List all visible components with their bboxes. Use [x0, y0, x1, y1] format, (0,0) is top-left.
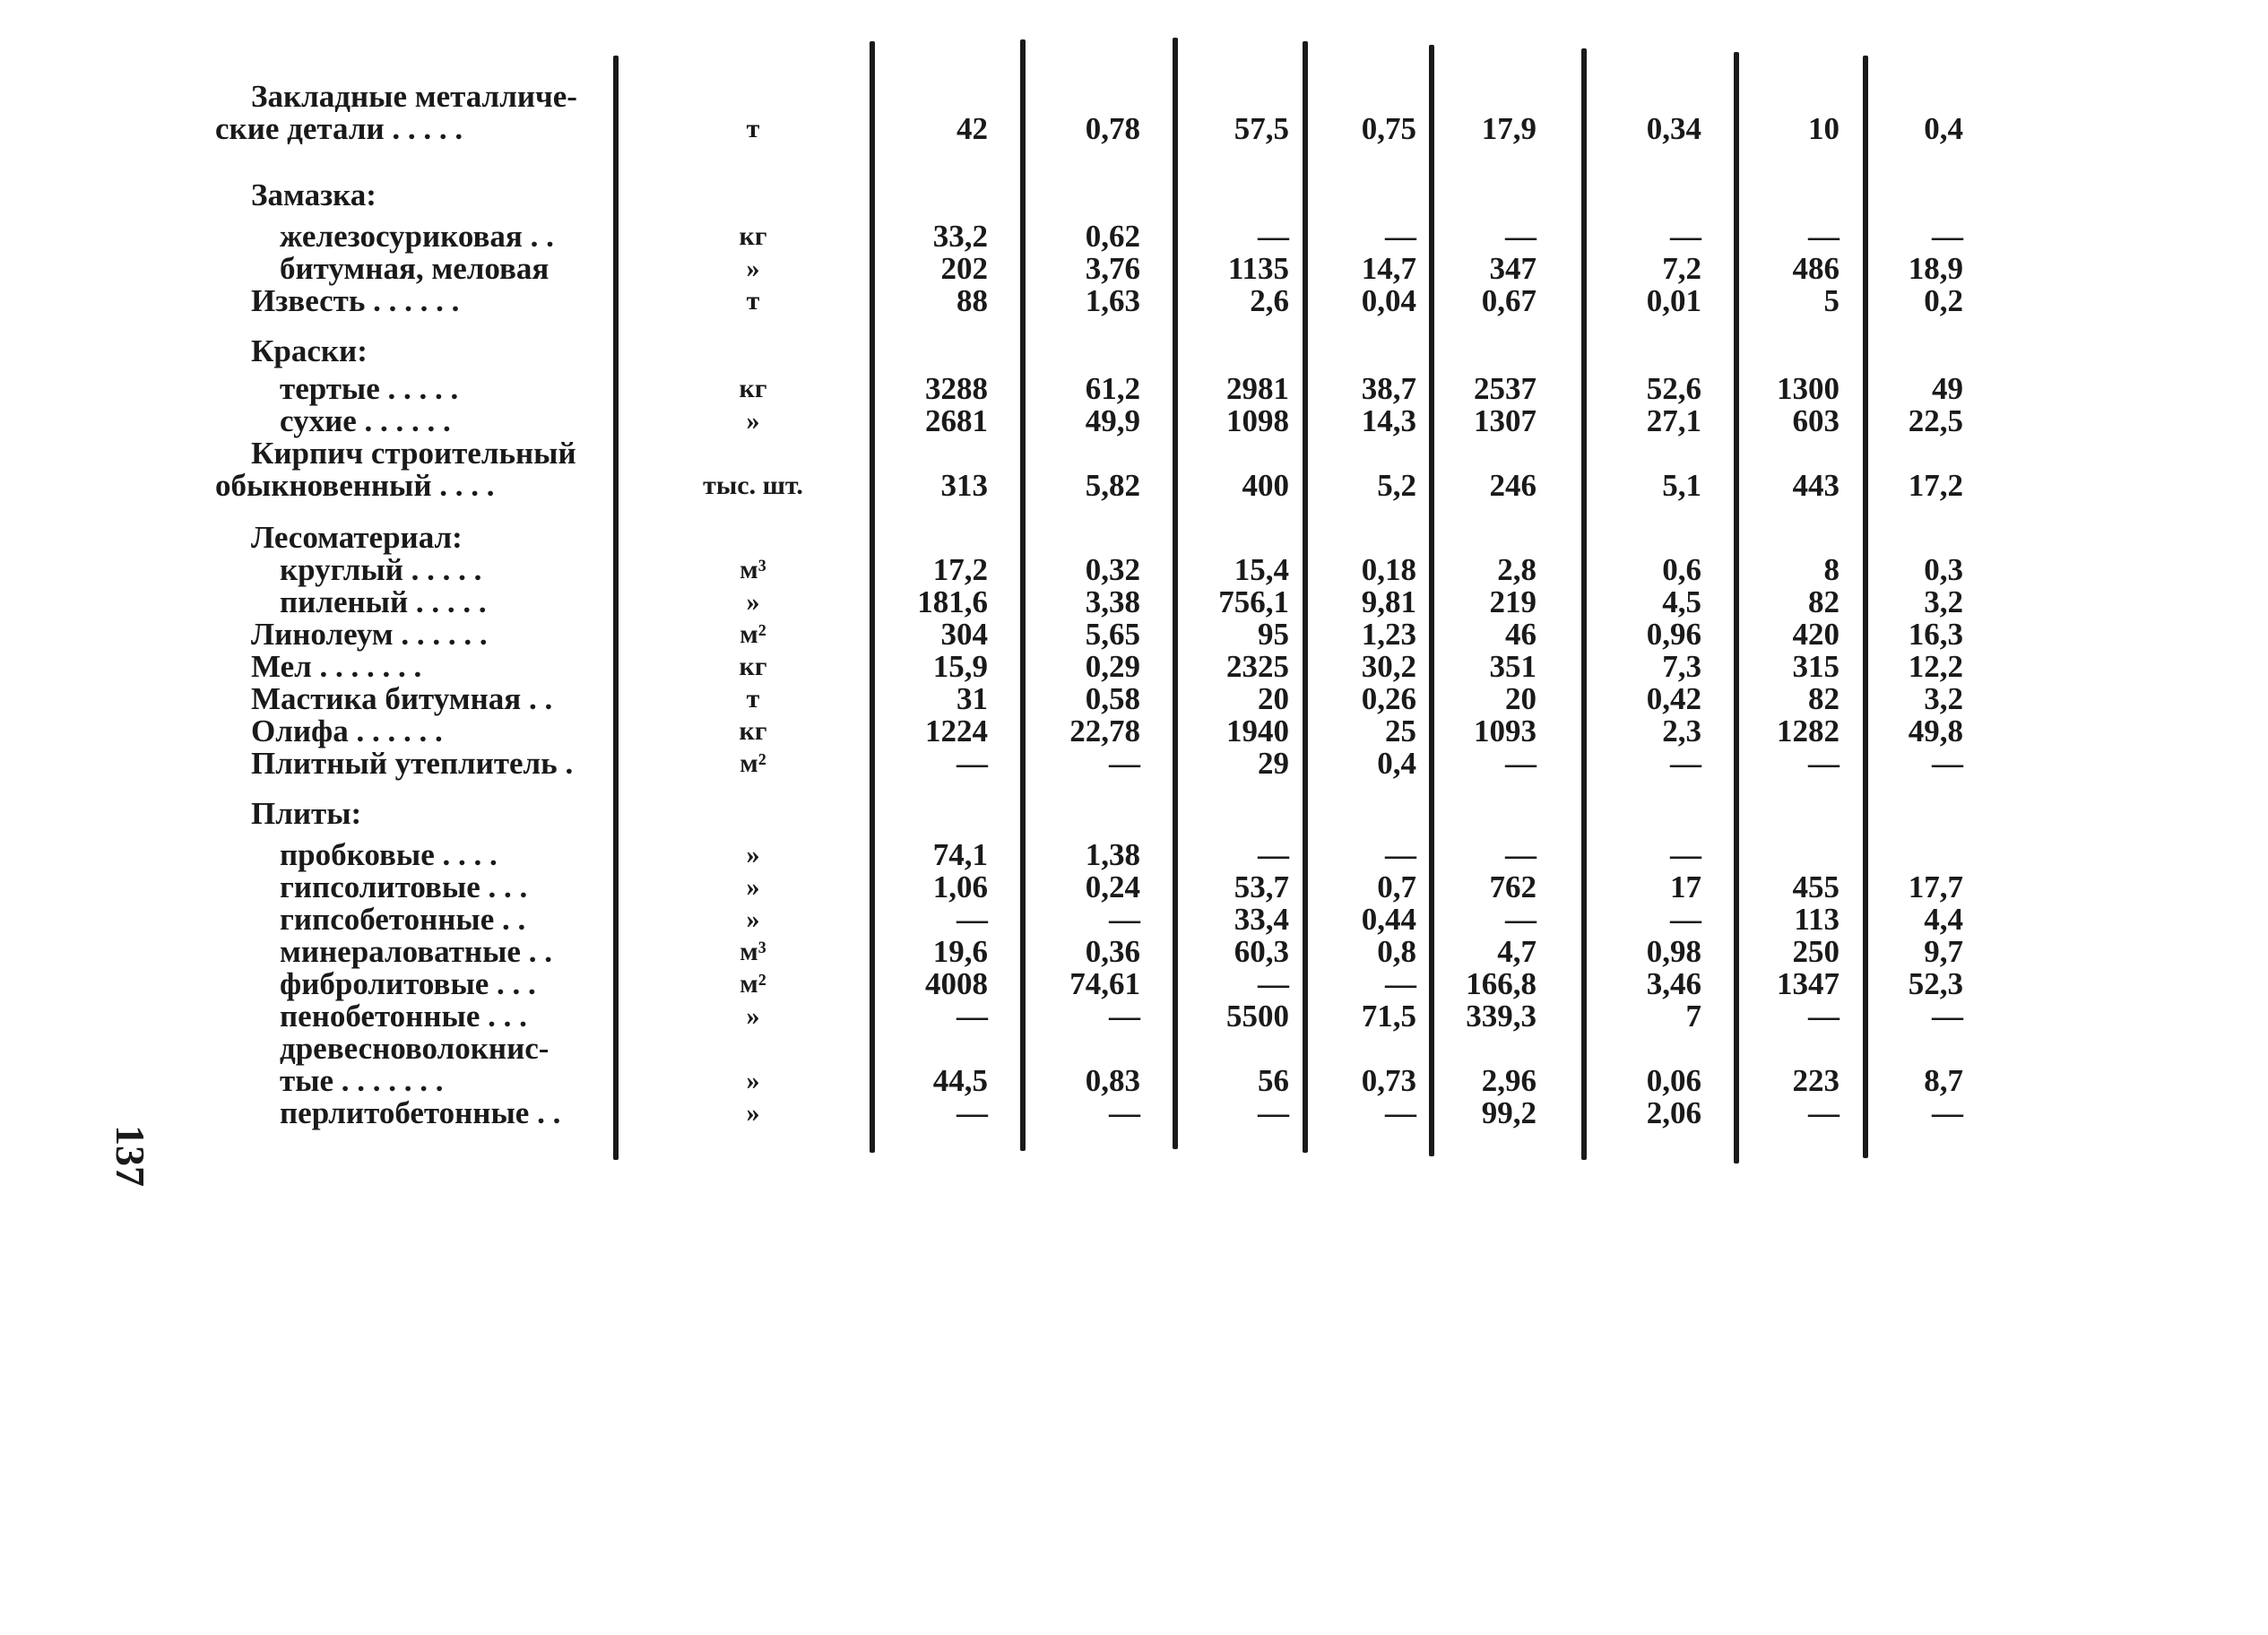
value-cell: 0,75 [1361, 111, 1416, 146]
value-cell: 0,06 [1646, 1063, 1701, 1098]
value-cell: — [1932, 219, 1963, 254]
value-cell: — [1385, 219, 1416, 254]
value-cell: 42 [957, 111, 988, 146]
value-cell: 455 [1792, 869, 1840, 904]
value-cell: — [1670, 746, 1701, 781]
value-cell: 486 [1792, 251, 1840, 286]
value-cell: 2,6 [1250, 283, 1289, 318]
value-cell: 313 [940, 468, 988, 503]
value-cell: 3,2 [1924, 681, 1963, 716]
value-cell: — [1808, 1095, 1840, 1130]
value-cell: — [1258, 219, 1289, 254]
value-cell: 400 [1242, 468, 1289, 503]
group-heading: Замазка: [251, 177, 377, 212]
value-cell: 5 [1823, 283, 1840, 318]
value-cell: 3,46 [1646, 966, 1701, 1001]
value-cell: 17 [1670, 869, 1701, 904]
value-cell: 30,2 [1361, 649, 1416, 684]
value-cell: 246 [1489, 468, 1537, 503]
value-cell: 12,2 [1908, 649, 1963, 684]
unit-cell: м² [740, 619, 766, 649]
value-cell: 20 [1505, 681, 1537, 716]
value-cell: 71,5 [1361, 999, 1416, 1034]
value-cell: 603 [1792, 403, 1840, 438]
unit-cell: м² [740, 969, 766, 999]
unit-cell: » [746, 904, 760, 934]
value-cell: 16,3 [1908, 617, 1963, 652]
material-name: Олифа . . . . . . [251, 714, 443, 748]
value-cell: 5,1 [1662, 468, 1701, 503]
value-cell: 7,3 [1662, 649, 1701, 684]
value-cell: 8,7 [1924, 1063, 1963, 1098]
value-cell: 756,1 [1218, 584, 1289, 619]
value-cell: 0,29 [1085, 649, 1140, 684]
value-cell: 0,32 [1085, 552, 1140, 587]
value-cell: 2537 [1474, 371, 1537, 406]
value-cell: 14,3 [1361, 403, 1416, 438]
material-name: Плитный утеплитель . [251, 746, 574, 781]
value-cell: 17,2 [932, 552, 988, 587]
value-cell: — [957, 902, 988, 937]
value-cell: 420 [1792, 617, 1840, 652]
value-cell: 1,38 [1085, 837, 1140, 872]
material-name: Мастика битумная . . [251, 681, 553, 716]
value-cell: 56 [1258, 1063, 1289, 1098]
value-cell: — [957, 746, 988, 781]
material-name: гипсолитовые . . . [280, 869, 528, 904]
value-cell: 49 [1932, 371, 1963, 406]
value-cell: — [1109, 746, 1140, 781]
value-cell: 0,2 [1924, 283, 1963, 318]
value-cell: 74,61 [1069, 966, 1140, 1001]
value-cell: 0,58 [1085, 681, 1140, 716]
value-cell: 9,7 [1924, 934, 1963, 969]
value-cell: 2325 [1226, 649, 1289, 684]
value-cell: 5,65 [1085, 617, 1140, 652]
unit-cell: » [746, 587, 760, 617]
value-cell: 27,1 [1646, 403, 1701, 438]
value-cell: 0,62 [1085, 219, 1140, 254]
value-cell: — [1932, 999, 1963, 1034]
unit-cell: » [746, 872, 760, 902]
value-cell: 10 [1808, 111, 1840, 146]
material-name: минераловатные . . [280, 934, 552, 969]
value-cell: — [1808, 999, 1840, 1034]
unit-cell: тыс. шт. [703, 471, 803, 500]
value-cell: — [1505, 837, 1537, 872]
unit-cell: » [746, 1066, 760, 1095]
value-cell: 25 [1385, 714, 1416, 748]
value-cell: 17,9 [1481, 111, 1537, 146]
value-cell: 9,81 [1361, 584, 1416, 619]
material-name: железосуриковая . . [280, 219, 554, 254]
value-cell: 1,63 [1085, 283, 1140, 318]
material-name: пенобетонные . . . [280, 999, 527, 1034]
unit-cell: » [746, 254, 760, 283]
value-cell: 1093 [1474, 714, 1537, 748]
value-cell: 14,7 [1361, 251, 1416, 286]
value-cell: 762 [1489, 869, 1537, 904]
column-rule-1 [613, 56, 619, 1160]
value-cell: — [1808, 219, 1840, 254]
value-cell: 0,78 [1085, 111, 1140, 146]
group-heading: Лесоматериал: [251, 520, 463, 555]
material-name: пробковые . . . . [280, 837, 498, 872]
value-cell: 0,44 [1361, 902, 1416, 937]
value-cell: 61,2 [1085, 371, 1140, 406]
value-cell: 4008 [925, 966, 988, 1001]
value-cell: 22,5 [1908, 403, 1963, 438]
value-cell: 2,3 [1662, 714, 1701, 748]
value-cell: 0,83 [1085, 1063, 1140, 1098]
value-cell: 49,9 [1085, 403, 1140, 438]
value-cell: — [1258, 1095, 1289, 1130]
value-cell: — [1670, 902, 1701, 937]
value-cell: 0,4 [1924, 111, 1963, 146]
value-cell: 4,4 [1924, 902, 1963, 937]
value-cell: 0,7 [1377, 869, 1416, 904]
value-cell: 4,5 [1662, 584, 1701, 619]
value-cell: — [1505, 219, 1537, 254]
value-cell: 99,2 [1481, 1095, 1537, 1130]
value-cell: 315 [1792, 649, 1840, 684]
unit-cell: кг [739, 374, 767, 403]
value-cell: 29 [1258, 746, 1289, 781]
unit-cell: кг [739, 716, 767, 746]
value-cell: 33,4 [1234, 902, 1289, 937]
value-cell: 7 [1685, 999, 1701, 1034]
material-name: фибролитовые . . . [280, 966, 536, 1001]
value-cell: 5500 [1226, 999, 1289, 1034]
value-cell: 0,36 [1085, 934, 1140, 969]
value-cell: 1347 [1777, 966, 1840, 1001]
value-cell: — [1505, 746, 1537, 781]
value-cell: 5,2 [1377, 468, 1416, 503]
value-cell: 15,9 [932, 649, 988, 684]
value-cell: 2,8 [1497, 552, 1537, 587]
unit-cell: кг [739, 221, 767, 251]
value-cell: 0,6 [1662, 552, 1701, 587]
value-cell: 1,06 [932, 869, 988, 904]
value-cell: 2,06 [1646, 1095, 1701, 1130]
value-cell: 15,4 [1234, 552, 1289, 587]
value-cell: 57,5 [1234, 111, 1289, 146]
value-cell: 113 [1794, 902, 1840, 937]
value-cell: 82 [1808, 584, 1840, 619]
value-cell: — [957, 999, 988, 1034]
value-cell: 31 [957, 681, 988, 716]
group-heading: Краски: [251, 333, 368, 368]
value-cell: — [1109, 902, 1140, 937]
value-cell: 7,2 [1662, 251, 1701, 286]
material-name: ские детали . . . . . [215, 111, 463, 146]
value-cell: — [957, 1095, 988, 1130]
value-cell: 2681 [925, 403, 988, 438]
value-cell: 18,9 [1908, 251, 1963, 286]
value-cell: 304 [940, 617, 988, 652]
material-name: пиленый . . . . . [280, 584, 487, 619]
value-cell: — [1505, 902, 1537, 937]
value-cell: — [1932, 1095, 1963, 1130]
value-cell: 3,76 [1085, 251, 1140, 286]
material-name: перлитобетонные . . [280, 1095, 561, 1130]
unit-cell: кг [739, 652, 767, 681]
value-cell: 339,3 [1466, 999, 1537, 1034]
value-cell: 60,3 [1234, 934, 1289, 969]
value-cell: 5,82 [1085, 468, 1140, 503]
unit-cell: т [746, 684, 760, 714]
value-cell: 52,6 [1646, 371, 1701, 406]
value-cell: — [1808, 746, 1840, 781]
value-cell: 0,34 [1646, 111, 1701, 146]
value-cell: 1282 [1777, 714, 1840, 748]
value-cell: 17,2 [1908, 468, 1963, 503]
value-cell: 0,8 [1377, 934, 1416, 969]
material-name: Известь . . . . . . [251, 283, 460, 318]
unit-cell: м² [740, 748, 766, 778]
material-name: сухие . . . . . . [280, 403, 451, 438]
unit-cell: » [746, 1098, 760, 1128]
material-name: гипсобетонные . . [280, 902, 526, 937]
value-cell: 20 [1258, 681, 1289, 716]
unit-cell: » [746, 406, 760, 436]
value-cell: 2,96 [1481, 1063, 1537, 1098]
value-cell: 2981 [1226, 371, 1289, 406]
value-cell: 52,3 [1908, 966, 1963, 1001]
material-name: Мел . . . . . . . [251, 649, 422, 684]
material-name: круглый . . . . . [280, 552, 482, 587]
value-cell: 202 [940, 251, 988, 286]
value-cell: 223 [1792, 1063, 1840, 1098]
unit-cell: т [746, 114, 760, 143]
page-number: 137 [108, 1125, 153, 1187]
value-cell: 38,7 [1361, 371, 1416, 406]
value-cell: 95 [1258, 617, 1289, 652]
value-cell: 17,7 [1908, 869, 1963, 904]
unit-cell: м³ [740, 555, 766, 584]
value-cell: 3288 [925, 371, 988, 406]
value-cell: 1,23 [1361, 617, 1416, 652]
value-cell: 0,73 [1361, 1063, 1416, 1098]
value-cell: 49,8 [1908, 714, 1963, 748]
value-cell: 0,4 [1377, 746, 1416, 781]
material-name: древесноволокнис- [280, 1031, 550, 1066]
value-cell: 0,26 [1361, 681, 1416, 716]
value-cell: — [1385, 966, 1416, 1001]
value-cell: — [1258, 837, 1289, 872]
value-cell: 74,1 [932, 837, 988, 872]
value-cell: 0,01 [1646, 283, 1701, 318]
value-cell: — [1385, 837, 1416, 872]
value-cell: 53,7 [1234, 869, 1289, 904]
value-cell: 1300 [1777, 371, 1840, 406]
value-cell: 0,98 [1646, 934, 1701, 969]
value-cell: 4,7 [1497, 934, 1537, 969]
value-cell: 0,24 [1085, 869, 1140, 904]
material-name: Линолеум . . . . . . [251, 617, 488, 652]
material-name: тые . . . . . . . [280, 1063, 444, 1098]
value-cell: 166,8 [1466, 966, 1537, 1001]
value-cell: 3,38 [1085, 584, 1140, 619]
value-cell: 19,6 [932, 934, 988, 969]
value-cell: 8 [1823, 552, 1840, 587]
value-cell: 250 [1792, 934, 1840, 969]
value-cell: 0,18 [1361, 552, 1416, 587]
value-cell: 181,6 [917, 584, 988, 619]
value-cell: — [1670, 219, 1701, 254]
value-cell: 0,3 [1924, 552, 1963, 587]
value-cell: 1224 [925, 714, 988, 748]
value-cell: 1098 [1226, 403, 1289, 438]
value-cell: 44,5 [932, 1063, 988, 1098]
value-cell: 0,04 [1361, 283, 1416, 318]
value-cell: — [1385, 1095, 1416, 1130]
group-heading: Плиты: [251, 796, 362, 831]
value-cell: 33,2 [932, 219, 988, 254]
value-cell: 1307 [1474, 403, 1537, 438]
material-name: битумная, меловая [280, 251, 550, 286]
unit-cell: » [746, 1001, 760, 1031]
value-cell: 0,96 [1646, 617, 1701, 652]
value-cell: 351 [1489, 649, 1537, 684]
unit-cell: т [746, 286, 760, 316]
unit-cell: м³ [740, 937, 766, 966]
value-cell: 1940 [1226, 714, 1289, 748]
value-cell: 1135 [1227, 251, 1289, 286]
value-cell: 219 [1489, 584, 1537, 619]
value-cell: — [1932, 746, 1963, 781]
value-cell: 3,2 [1924, 584, 1963, 619]
value-cell: 88 [957, 283, 988, 318]
value-cell: — [1109, 999, 1140, 1034]
value-cell: — [1258, 966, 1289, 1001]
material-name: тертые . . . . . [280, 371, 459, 406]
value-cell: 46 [1505, 617, 1537, 652]
unit-cell: » [746, 840, 760, 869]
value-cell: 0,42 [1646, 681, 1701, 716]
material-name: обыкновенный . . . . [215, 468, 495, 503]
value-cell: — [1109, 1095, 1140, 1130]
material-name: Кирпич строительный [251, 436, 576, 471]
value-cell: 347 [1489, 251, 1537, 286]
value-cell: 82 [1808, 681, 1840, 716]
value-cell: — [1670, 837, 1701, 872]
value-cell: 0,67 [1481, 283, 1537, 318]
value-cell: 443 [1792, 468, 1840, 503]
value-cell: 22,78 [1069, 714, 1140, 748]
material-name: Закладные металличе- [251, 79, 577, 114]
